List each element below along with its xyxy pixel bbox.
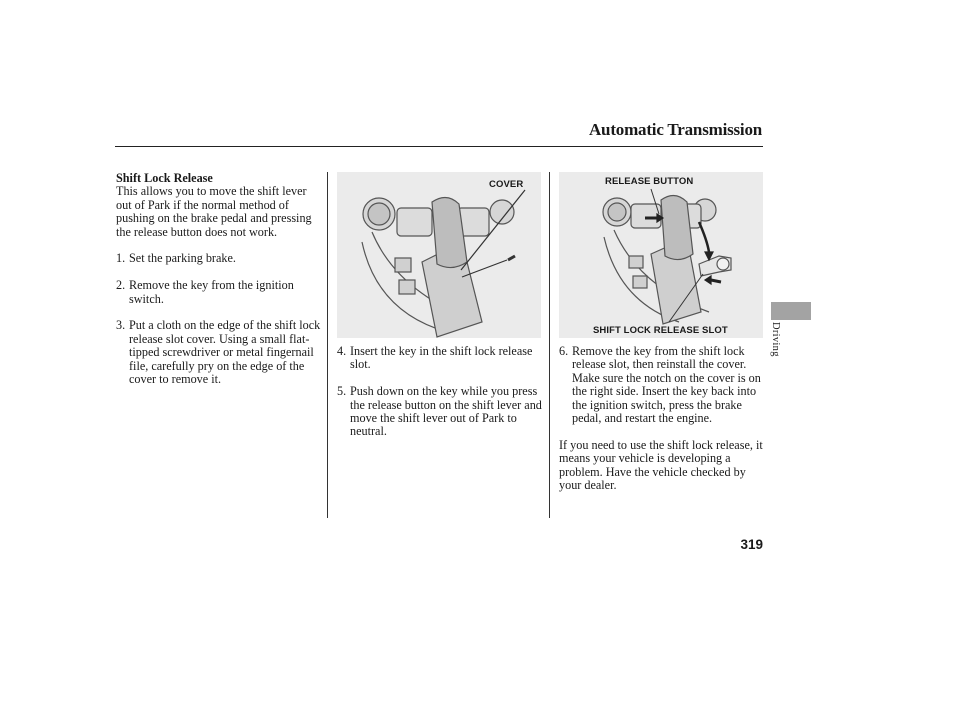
step-text: Set the parking brake.: [129, 251, 236, 266]
page-number: 319: [740, 537, 763, 552]
middle-column: [337, 345, 543, 439]
column-divider-left: [327, 172, 328, 518]
step-text: Put a cloth on the edge of the shift lock release slot cover. Using a small flat-tipped screwdriver or metal fingernail file, carefully pry on the edge of the cover to remove it.: [129, 318, 321, 387]
page-title: Automatic Transmission: [588, 120, 762, 139]
step-item: [337, 345, 543, 372]
cover-illustration: [337, 172, 541, 338]
step-item: [116, 279, 322, 306]
steps-list-left: [116, 252, 322, 386]
step-text: Remove the key from the shift lock release slot, then reinstall the cover. Make sure the notch on the cover is on the right side. Insert the key back into the ignition switch, press the brake pedal, and restart the engine.: [572, 344, 761, 426]
step-number: 2.: [116, 278, 126, 293]
step-item: [116, 319, 322, 386]
step-text: Insert the key in the shift lock release slot.: [350, 344, 533, 372]
shift-lock-release-slot-label: SHIFT LOCK RELEASE SLOT: [593, 325, 728, 336]
intro-paragraph: This allows you to move the shift lever out of Park if the normal method of pushing on the brake pedal and pressing the release button does not work.: [116, 184, 312, 239]
step-number: 6.: [559, 344, 569, 358]
section-heading: Shift Lock Release: [116, 171, 213, 185]
title-rule: [115, 146, 763, 147]
step-number: 1.: [116, 251, 126, 266]
steps-list-middle: [337, 345, 543, 439]
shift-lever-cover-drawing: [337, 172, 541, 338]
steps-list-right: [559, 345, 763, 425]
shift-lock-release-drawing: [559, 172, 763, 338]
step-text: Remove the key from the ignition switch.: [129, 278, 294, 306]
note-paragraph: If you need to use the shift lock release, it means your vehicle is developing a problem. Have the vehicle checked by your dealer.: [559, 437, 763, 493]
step-number: 4.: [337, 344, 347, 358]
section-tab: [771, 302, 811, 320]
step-item: [559, 345, 763, 425]
step-number: 5.: [337, 384, 347, 399]
left-column: [116, 172, 322, 386]
release-slot-illustration: [559, 172, 763, 338]
section-label: Driving: [770, 322, 781, 357]
step-number: 3.: [116, 318, 126, 333]
step-item: [116, 252, 322, 265]
cover-label: COVER: [489, 179, 524, 190]
step-item: [337, 385, 543, 439]
right-column: [559, 345, 763, 492]
step-text: Push down on the key while you press the release button on the shift lever and move the shift lever out of Park to neutral.: [350, 384, 542, 439]
column-divider-right: [549, 172, 550, 518]
release-button-label: RELEASE BUTTON: [605, 176, 694, 187]
